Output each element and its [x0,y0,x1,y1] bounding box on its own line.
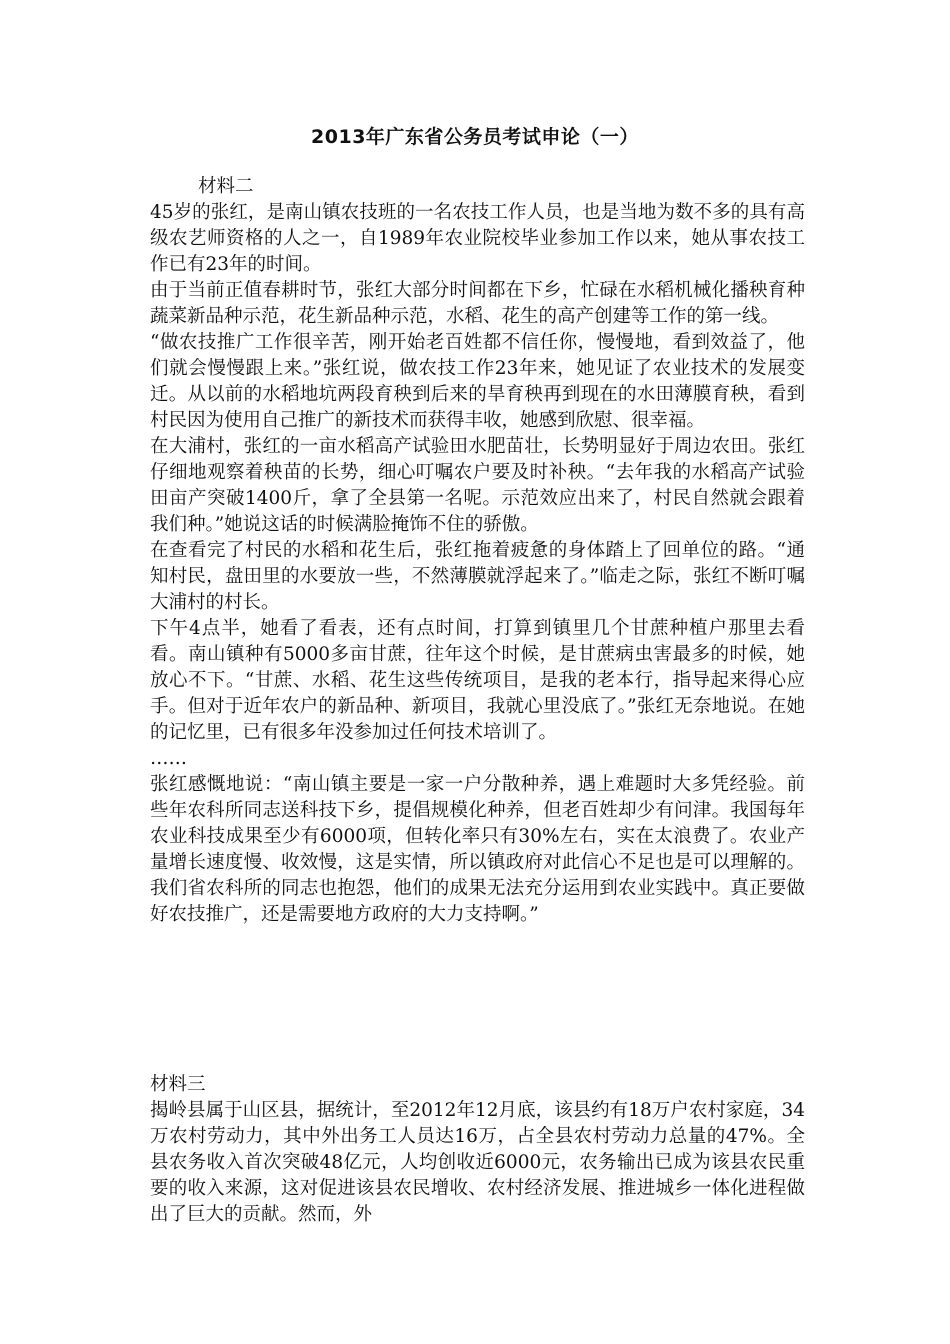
paragraph: 张红感慨地说：“南山镇主要是一家一户分散种养，遇上难题时大多凭经验。前些年农科所同志送科技下乡，提倡规模化种养，但老百姓却少有问津。我国每年农业科技成果至少有6000项，但转化率只有30%左右，实在太浪费了。农业产量增长速度慢、收效慢，这是实情，所以镇政府对此信心不足也是可以理解的。我们省农科所的同志也抱怨，他们的成果无法充分运用到农业实践中。真正要做好农技推广，还是需要地方政府的大力支持啊。” [150,774,805,925]
paragraph: “做农技推广工作很辛苦，刚开始老百姓都不信任你，慢慢地，看到效益了，他们就会慢慢跟上来。”张红说，做农技工作23年来，她见证了农业技术的发展变迁。从以前的水稻地坑两段育秧到后来的旱育秧再到现在的水田薄膜育秧，看到村民因为使用自己推广的新技术而获得丰收，她感到欣慰、很幸福。 [150,332,805,431]
paragraph: 由于当前正值春耕时节，张红大部分时间都在下乡，忙碌在水稻机械化播秧育种蔬菜新品种示范，花生新品种示范，水稻、花生的高产创建等工作的第一线。 [150,280,805,327]
material-2-heading: 材料二 [198,176,254,197]
document-title: 2013年广东省公务员考试申论（一） [311,126,639,148]
material-3-section [150,1072,805,1228]
paragraph: 45岁的张红，是南山镇农技班的一名农技工作人员，也是当地为数不多的具有高级农艺师资格的人之一，自1989年农业院校毕业参加工作以来，她从事农技工作已有23年的时间。 [150,202,805,275]
material-2-section [150,174,805,928]
material-3-heading: 材料三 [150,1074,206,1095]
paragraph: 下午4点半，她看了看表，还有点时间，打算到镇里几个甘蔗种植户那里去看看。南山镇种有5000多亩甘蔗，往年这个时候，是甘蔗病虫害最多的时候，她放心不下。“甘蔗、水稻、花生这些传统项目，是我的老本行，指导起来得心应手。但对于近年农户的新品种、新项目，我就心里没底了。”张红无奈地说。在她的记忆里，已有很多年没参加过任何技术培训了。 [150,618,805,743]
paragraph: 在大浦村，张红的一亩水稻高产试验田水肥苗壮，长势明显好于周边农田。张红仔细地观察着秧苗的长势，细心叮嘱农户要及时补秧。“去年我的水稻高产试验田亩产突破1400斤，拿了全县第一名呢。示范效应出来了，村民自然就会跟着我们种。”她说这话的时候满脸掩饰不住的骄傲。 [150,436,805,535]
ellipsis-line: …… [150,748,187,769]
paragraph: 揭岭县属于山区县，据统计，至2012年12月底，该县约有18万户农村家庭，34万农村劳动力，其中外出务工人员达16万，占全县农村劳动力总量的47%。全县农务收入首次突破48亿元，人均创收近6000元，农务输出已成为该县农民重要的收入来源，这对促进该县农民增收、农村经济发展、推进城乡一体化进程做出了巨大的贡献。然而，外 [150,1100,805,1225]
paragraph: 在查看完了村民的水稻和花生后，张红拖着疲惫的身体踏上了回单位的路。“通知村民，盘田里的水要放一些，不然薄膜就浮起来了。”临走之际，张红不断叮嘱大浦村的村长。 [150,540,805,613]
